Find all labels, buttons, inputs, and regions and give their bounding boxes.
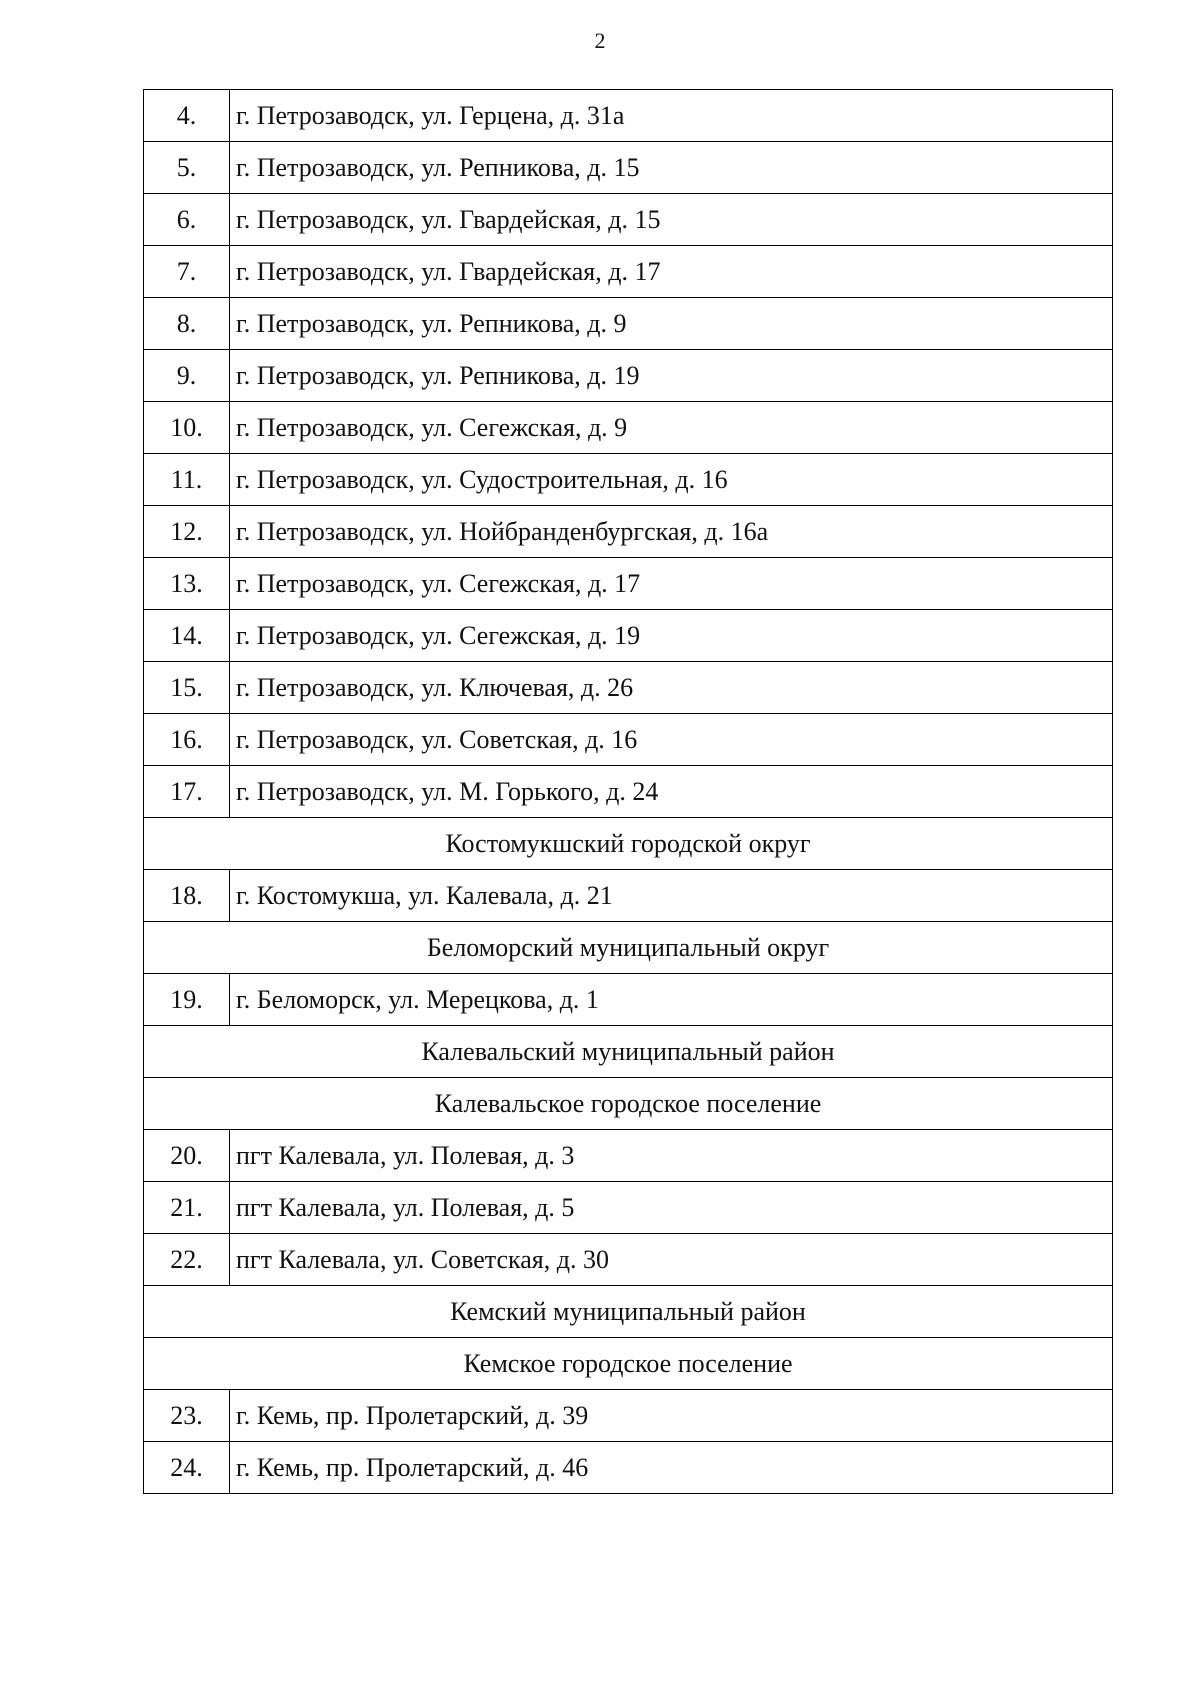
address-cell: г. Петрозаводск, ул. Репникова, д. 9 xyxy=(230,298,1113,350)
row-number: 11. xyxy=(144,454,230,506)
row-number: 18. xyxy=(144,870,230,922)
row-number: 13. xyxy=(144,558,230,610)
row-number: 7. xyxy=(144,246,230,298)
table-row xyxy=(144,142,1113,194)
section-title: Костомукшский городской округ xyxy=(144,818,1113,870)
row-number: 21. xyxy=(144,1182,230,1234)
table-row xyxy=(144,1182,1113,1234)
section-header-row xyxy=(144,1026,1113,1078)
section-header-row xyxy=(144,1078,1113,1130)
table-row xyxy=(144,714,1113,766)
table-row xyxy=(144,298,1113,350)
address-cell: г. Петрозаводск, ул. Сегежская, д. 9 xyxy=(230,402,1113,454)
row-number: 5. xyxy=(144,142,230,194)
row-number: 15. xyxy=(144,662,230,714)
address-cell: г. Кемь, пр. Пролетарский, д. 46 xyxy=(230,1442,1113,1494)
section-header-row xyxy=(144,818,1113,870)
table-row xyxy=(144,402,1113,454)
page-number: 2 xyxy=(594,28,606,53)
table-row xyxy=(144,194,1113,246)
table-row xyxy=(144,90,1113,142)
table-row xyxy=(144,454,1113,506)
address-cell: г. Петрозаводск, ул. Репникова, д. 15 xyxy=(230,142,1113,194)
row-number: 24. xyxy=(144,1442,230,1494)
section-title: Кемское городское поселение xyxy=(144,1338,1113,1390)
row-number: 8. xyxy=(144,298,230,350)
section-title: Беломорский муниципальный округ xyxy=(144,922,1113,974)
address-table xyxy=(143,89,1113,1494)
section-header-row xyxy=(144,1338,1113,1390)
row-number: 22. xyxy=(144,1234,230,1286)
table-row xyxy=(144,974,1113,1026)
address-cell: г. Петрозаводск, ул. Ключевая, д. 26 xyxy=(230,662,1113,714)
row-number: 20. xyxy=(144,1130,230,1182)
table-row xyxy=(144,766,1113,818)
section-title: Калевальский муниципальный район xyxy=(144,1026,1113,1078)
row-number: 16. xyxy=(144,714,230,766)
row-number: 23. xyxy=(144,1390,230,1442)
address-cell: г. Петрозаводск, ул. Нойбранденбургская, д. 16а xyxy=(230,506,1113,558)
address-cell: г. Петрозаводск, ул. Сегежская, д. 17 xyxy=(230,558,1113,610)
address-cell: г. Петрозаводск, ул. Репникова, д. 19 xyxy=(230,350,1113,402)
table-row xyxy=(144,558,1113,610)
address-cell: г. Петрозаводск, ул. Гвардейская, д. 15 xyxy=(230,194,1113,246)
table-row xyxy=(144,870,1113,922)
row-number: 17. xyxy=(144,766,230,818)
row-number: 14. xyxy=(144,610,230,662)
address-table-body xyxy=(144,90,1113,1494)
table-row xyxy=(144,506,1113,558)
table-row xyxy=(144,1234,1113,1286)
row-number: 4. xyxy=(144,90,230,142)
address-cell: пгт Калевала, ул. Полевая, д. 3 xyxy=(230,1130,1113,1182)
table-row xyxy=(144,1442,1113,1494)
table-row xyxy=(144,246,1113,298)
address-cell: пгт Калевала, ул. Полевая, д. 5 xyxy=(230,1182,1113,1234)
section-header-row xyxy=(144,1286,1113,1338)
row-number: 10. xyxy=(144,402,230,454)
address-cell: г. Костомукша, ул. Калевала, д. 21 xyxy=(230,870,1113,922)
row-number: 6. xyxy=(144,194,230,246)
address-cell: г. Петрозаводск, ул. М. Горького, д. 24 xyxy=(230,766,1113,818)
address-cell: г. Петрозаводск, ул. Советская, д. 16 xyxy=(230,714,1113,766)
address-cell: пгт Калевала, ул. Советская, д. 30 xyxy=(230,1234,1113,1286)
address-cell: г. Петрозаводск, ул. Гвардейская, д. 17 xyxy=(230,246,1113,298)
address-cell: г. Кемь, пр. Пролетарский, д. 39 xyxy=(230,1390,1113,1442)
row-number: 9. xyxy=(144,350,230,402)
table-row xyxy=(144,610,1113,662)
table-row xyxy=(144,1130,1113,1182)
address-cell: г. Петрозаводск, ул. Судостроительная, д. 16 xyxy=(230,454,1113,506)
row-number: 19. xyxy=(144,974,230,1026)
table-row xyxy=(144,662,1113,714)
section-title: Калевальское городское поселение xyxy=(144,1078,1113,1130)
address-cell: г. Петрозаводск, ул. Герцена, д. 31а xyxy=(230,90,1113,142)
address-cell: г. Беломорск, ул. Мерецкова, д. 1 xyxy=(230,974,1113,1026)
row-number: 12. xyxy=(144,506,230,558)
table-row xyxy=(144,350,1113,402)
address-cell: г. Петрозаводск, ул. Сегежская, д. 19 xyxy=(230,610,1113,662)
section-header-row xyxy=(144,922,1113,974)
section-title: Кемский муниципальный район xyxy=(144,1286,1113,1338)
table-row xyxy=(144,1390,1113,1442)
